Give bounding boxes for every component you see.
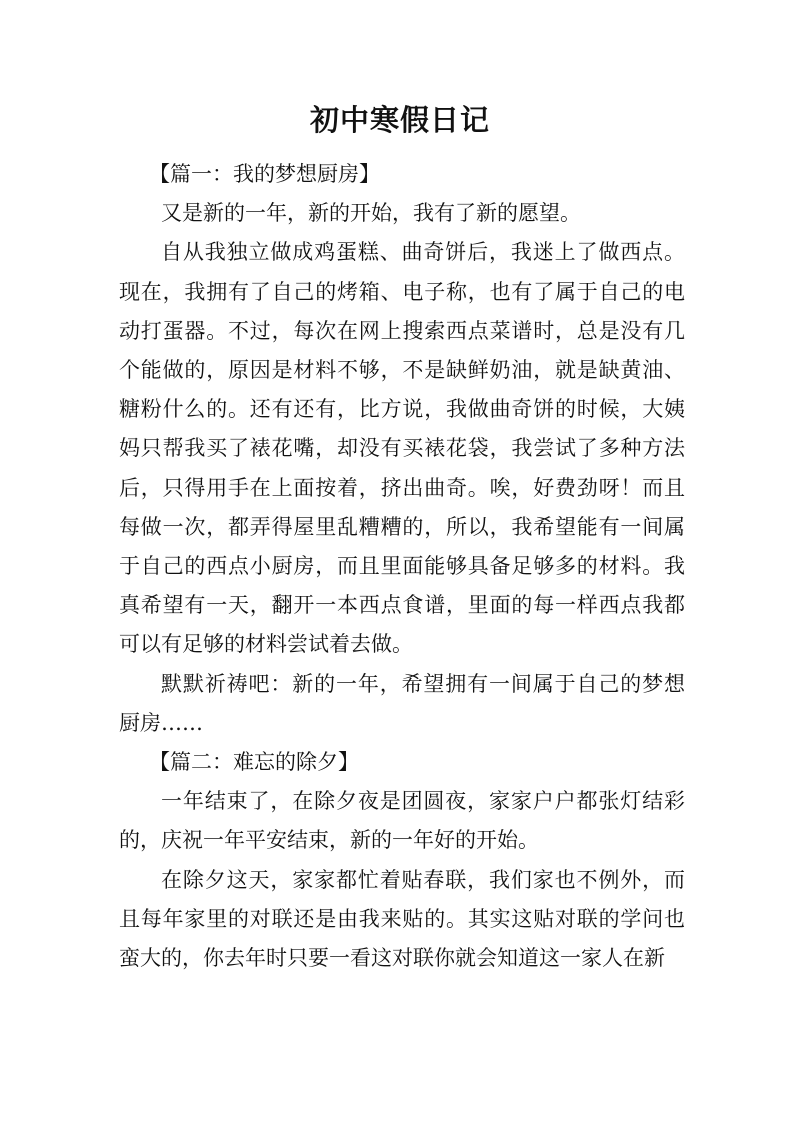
paragraph: 一年结束了，在除夕夜是团圆夜，家家户户都张灯结彩的，庆祝一年平安结束，新的一年好的开始。 (119, 789, 685, 853)
page-title: 初中寒假日记 (309, 103, 490, 137)
paragraph: 又是新的一年，新的开始，我有了新的愿望。 (161, 201, 581, 226)
paragraph: 默默祈祷吧：新的一年，希望拥有一间属于自己的梦想厨房…… (119, 671, 685, 735)
section-heading: 【篇一：我的梦想厨房】 (149, 162, 380, 186)
paragraph: 在除夕这天，家家都忙着贴春联，我们家也不例外，而且每年家里的对联还是由我来贴的。其实这贴对联的学问也蛮大的，你去年时只要一看这对联你就会知道这一家人在新 (119, 867, 685, 971)
paragraph: 自从我独立做成鸡蛋糕、曲奇饼后，我迷上了做西点。现在，我拥有了自己的烤箱、电子称，也有了属于自己的电动打蛋器。不过，每次在网上搜索西点菜谱时，总是没有几个能做的，原因是材料不够，不是缺鲜奶油，就是缺黄油、糖粉什么的。还有还有，比方说，我做曲奇饼的时候，大姨妈只帮我买了裱花嘴，却没有买裱花袋，我尝试了多种方法后，只得用手在上面按着，挤出曲奇。唉，好费劲呀！而且每做一次，都弄得屋里乱糟糟的，所以，我希望能有一间属于自己的西点小厨房，而且里面能够具备足够多的材料。我真希望有一天，翻开一本西点食谱，里面的每一样西点我都可以有足够的材料尝试着去做。 (119, 240, 685, 657)
document-body (119, 155, 685, 978)
section-heading: 【篇二：难忘的除夕】 (149, 750, 359, 775)
